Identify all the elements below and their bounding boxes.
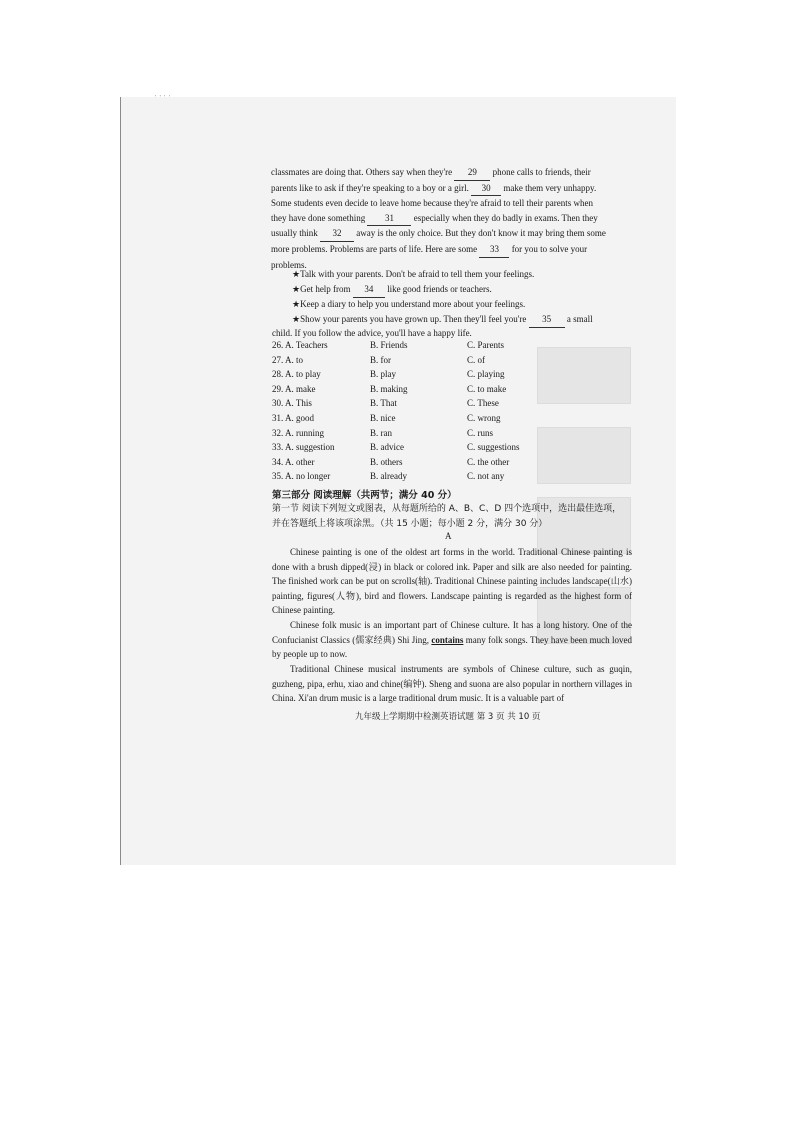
option-b: B. others [370, 456, 403, 467]
reading-paragraph: Chinese painting is one of the oldest art forms in the world. Traditional Chinese painting is done with a brush dipped(浸) in black or colored ink. Paper and silk are also needed for painting. The finished work can be put on scrolls(轴). Traditional Chinese painting includes landscape(山水) painting, figures(人物), bird and flowers. Landscape painting is regarded as the highest form of Chinese painting. [272, 547, 632, 615]
passage-line: Some students even decide to leave home because they're afraid to tell their parents when [271, 198, 594, 209]
blank-29: 29 [454, 165, 490, 181]
option-row [272, 442, 572, 456]
reading-paragraph: Traditional Chinese musical instruments are symbols of Chinese culture, such as guqin, guzheng, pipa, erhu, xiao and chine(编钟). Sheng and suona are also popular in northern villages in China. Xi'an drum music is a large traditional drum music. It is a valuable part of [272, 664, 632, 703]
option-a: 31. A. good [272, 413, 315, 423]
blank-31: 31 [367, 211, 411, 227]
option-b: B. That [370, 398, 397, 409]
option-a: 32. A. running [272, 427, 325, 438]
option-b: B. nice [370, 413, 396, 423]
option-c: C. Parents [467, 340, 504, 350]
passage-line: classmates are doing that. Others say when they're 29 phone calls to friends, their [271, 165, 631, 181]
option-a: 29. A. make [272, 383, 316, 394]
option-c: C. wrong [467, 413, 501, 423]
tip-line: ★Keep a diary to help you understand more about your feelings. [292, 299, 526, 309]
underlined-word: contains [431, 634, 464, 645]
option-a: 34. A. other [272, 456, 315, 467]
option-a: 33. A. suggestion [272, 442, 335, 453]
exam-page [177, 97, 676, 865]
blank-34: 34 [353, 282, 385, 298]
option-row [272, 428, 572, 442]
cloze-passage [271, 165, 631, 272]
blank-35: 35 [529, 312, 565, 328]
option-c: C. playing [467, 369, 505, 380]
option-row [272, 384, 572, 398]
section-heading: 第三部分 阅读理解（共两节；满分 40 分） [272, 490, 457, 501]
option-c: C. to make [467, 383, 507, 394]
passage-line: problems. [271, 259, 307, 270]
option-c: C. runs [467, 427, 494, 438]
option-b: B. already [370, 471, 407, 482]
section-instructions: 第一节 阅读下列短文或图表，从每题所给的 A、B、C、D 四个选项中，选出最佳选项， 并在答题纸上将该项涂黑。（共 15 小题；每小题 2 分，满分 30 分） [272, 504, 622, 529]
option-row [272, 340, 572, 354]
option-c: C. not any [467, 471, 505, 482]
option-c: C. the other [467, 456, 510, 467]
option-row [272, 398, 572, 412]
page-footer: 九年级上学期期中检测英语试题 第 3 页 共 10 页 [355, 712, 541, 722]
option-b: B. for [370, 354, 391, 365]
option-a: 27. A. to [272, 354, 304, 365]
reading-paragraph: Chinese folk music is an important part of Chinese culture. It has a long history. One of the Confucianist Classics (儒家经典) Shi Jing, contains many folk songs. They have been much loved by people up to now. [272, 620, 633, 659]
option-b: B. Friends [370, 340, 408, 350]
passage-line: more problems. Problems are parts of life. Here are some 33 for you to solve your [271, 242, 631, 258]
blank-32: 32 [320, 226, 354, 242]
passage-line: usually think 32 away is the only choice. But they don't know it may bring them some [271, 226, 631, 242]
option-row [272, 413, 572, 427]
option-row [272, 355, 572, 369]
option-a: 26. A. Teachers [272, 340, 328, 350]
option-b: B. play [370, 369, 396, 380]
option-c: C. These [467, 398, 499, 409]
option-b: B. making [370, 383, 408, 394]
option-a: 28. A. to play [272, 369, 321, 380]
passage-label: A [445, 531, 452, 541]
blank-30: 30 [471, 181, 501, 197]
option-c: C. suggestions [467, 442, 520, 453]
tip-line: ★Show your parents you have grown up. Then they'll feel you're 35 a small [292, 312, 631, 328]
option-b: B. advice [370, 442, 404, 453]
tip-line: child. If you follow the advice, you'll have a happy life. [272, 328, 472, 338]
passage-line: they have done something 31 especially when they do badly in exams. Then they [271, 211, 631, 227]
tip-line: ★Get help from 34 like good friends or teachers. [292, 282, 492, 298]
option-row [272, 457, 572, 471]
option-row [272, 471, 572, 485]
blank-33: 33 [479, 242, 509, 258]
option-row [272, 369, 572, 383]
option-a: 35. A. no longer [272, 471, 331, 482]
tip-line: ★Talk with your parents. Don't be afraid to tell them your feelings. [292, 269, 535, 279]
scanned-page [120, 97, 676, 865]
option-b: B. ran [370, 427, 392, 438]
passage-line: parents like to ask if they're speaking to a boy or a girl. 30 make them very unhappy. [271, 181, 631, 197]
option-a: 30. A. This [272, 398, 312, 409]
option-c: C. of [467, 354, 485, 365]
